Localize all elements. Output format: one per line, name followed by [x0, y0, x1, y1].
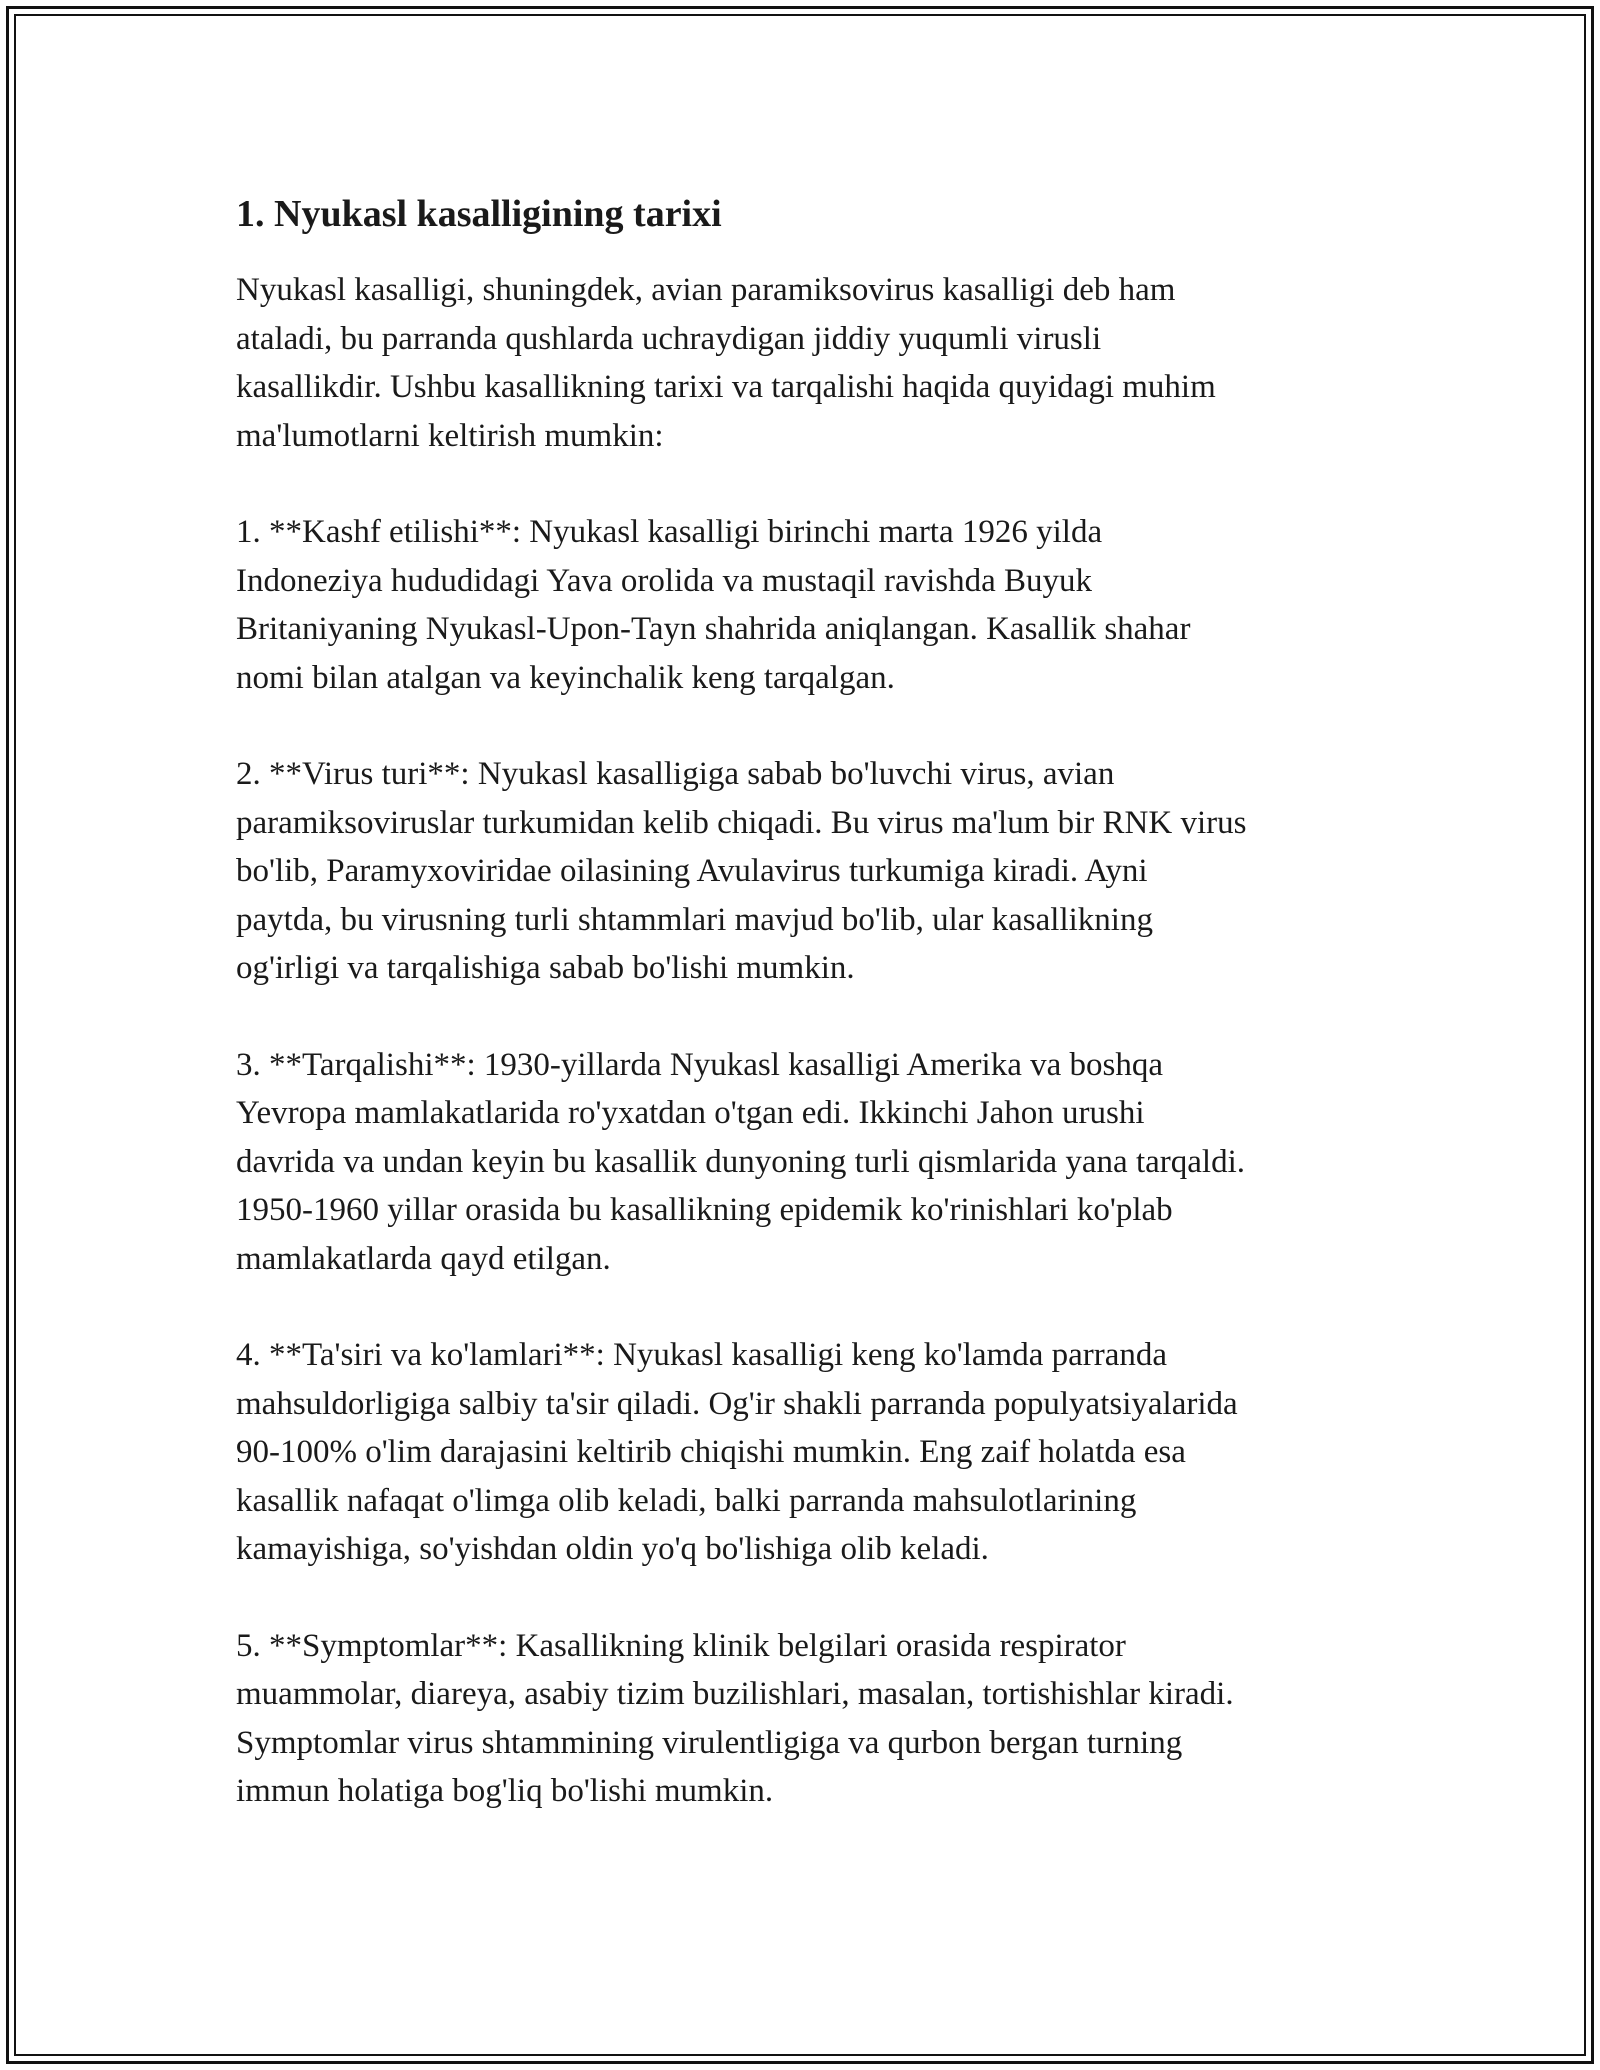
list-item-discovery: 1. **Kashf etilishi**: Nyukasl kasalligi birinchi marta 1926 yilda Indoneziya hududidagi Yava orolida va mustaqil ravishda Buyuk Britaniyaning Nyukasl-Upon-Tayn shahrida aniqlangan. Kasallik shahar nomi bilan atalgan va keyinchalik keng tarqalgan.	[236, 514, 1191, 696]
list-item-virus-type: 2. **Virus turi**: Nyukasl kasalligiga sabab bo'luvchi virus, avian paramiksoviruslar turkumidan kelib chiqadi. Bu virus ma'lum bir RNK virus bo'lib, Paramyxoviridae oilasining Avulavirus turkumiga kiradi. Ayni paytda, bu virusning turli shtammlari mavjud bo'lib, ular kasallikning og'irligi va tarqalishiga sabab bo'lishi mumkin.	[236, 756, 1247, 986]
intro-paragraph: Nyukasl kasalligi, shuningdek, avian paramiksovirus kasalligi deb ham ataladi, bu parranda qushlarda uchraydigan jiddiy yuqumli virusli kasallikdir. Ushbu kasallikning tarixi va tarqalishi haqida quyidagi muhim ma'lumotlarni keltirish mumkin:	[236, 272, 1216, 454]
document-body	[236, 190, 1366, 1864]
list-item-symptoms: 5. **Symptomlar**: Kasallikning klinik belgilari orasida respirator muammolar, diareya, asabiy tizim buzilishlari, masalan, tortishishlar kiradi. Symptomlar virus shtammining virulentligiga va qurbon bergan turning immun holatiga bog'liq bo'lishi mumkin.	[236, 1627, 1234, 1809]
list-item-impact: 4. **Ta'siri va ko'lamlari**: Nyukasl kasalligi keng ko'lamda parranda mahsuldorligiga salbiy ta'sir qiladi. Og'ir shakli parranda populyatsiyalarida 90-100% o'lim darajasini keltirib chiqishi mumkin. Eng zaif holatda esa kasallik nafaqat o'limga olib keladi, balki parranda mahsulotlarining kamayishiga, so'yishdan oldin yo'q bo'lishiga olib keladi.	[236, 1337, 1238, 1567]
document-title: 1. Nyukasl kasalligining tarixi	[236, 193, 722, 235]
list-item-spread: 3. **Tarqalishi**: 1930-yillarda Nyukasl kasalligi Amerika va boshqa Yevropa mamlakatlarida ro'yxatdan o'tgan edi. Ikkinchi Jahon urushi davrida va undan keyin bu kasallik dunyoning turli qismlarida yana tarqaldi. 1950-1960 yillar orasida bu kasallikning epidemik ko'rinishlari ko'plab mamlakatlarda qayd etilgan.	[236, 1046, 1245, 1277]
